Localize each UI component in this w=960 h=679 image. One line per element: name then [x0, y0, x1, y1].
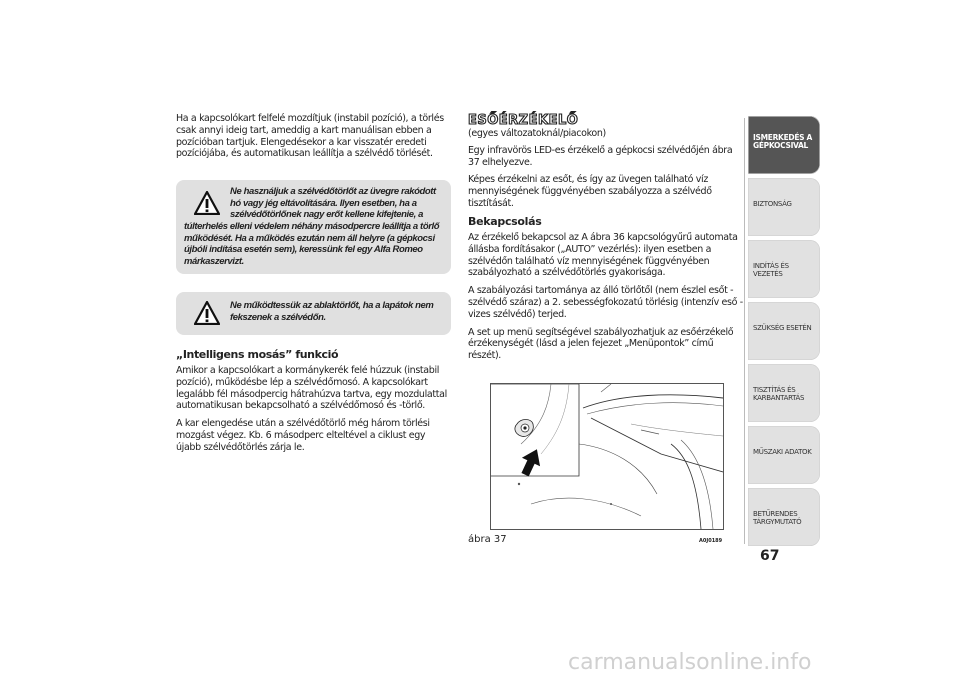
watermark: carmanualsonline.info	[568, 650, 812, 675]
tab-label: ISMERKEDÉS A GÉPKOCSIVAL	[753, 133, 813, 150]
right-column-body	[468, 232, 744, 368]
tab-beturendes[interactable]	[748, 488, 820, 546]
divider	[744, 118, 745, 544]
warning-box	[176, 292, 451, 335]
tab-muszaki[interactable]	[748, 426, 820, 484]
tab-label: BIZTONSÁG	[753, 200, 792, 208]
warning-box	[176, 180, 451, 274]
section-heading: ESŐÉRZÉKELŐ	[468, 113, 579, 128]
section-subheading: „Intelligens mosás” funkció	[176, 348, 339, 361]
left-column-intro	[176, 113, 451, 166]
paragraph: (egyes változatoknál/piacokon)	[468, 128, 606, 139]
figure-caption: ábra 37	[468, 534, 507, 545]
paragraph: Egy infravörös LED-es érzékelő a gépkocsi szélvédőjén ábra 37 elhelyezve.	[468, 144, 733, 168]
tab-ismerkedes[interactable]	[748, 116, 820, 174]
tab-label: TISZTÍTÁS ÉS KARBANTARTÁS	[753, 386, 805, 402]
warning-text: Ne használjuk a szélvédőtörlőt az üvegre rakódott hó vagy jég eltávolítására. Ilyen esetben, ha a szélvédőtörlőnek nagy erőt kellene kifejtenie, a	[230, 186, 436, 221]
tab-inditas[interactable]	[748, 240, 820, 298]
tab-label: BETŰRENDES TÁRGYMUTATÓ	[753, 510, 802, 526]
right-column-intro	[468, 128, 744, 216]
windshield-illustration	[491, 384, 723, 529]
tab-biztonsag[interactable]	[748, 178, 820, 236]
paragraph: A kar elengedése után a szélvédőtörlő még három törlési mozgást végez. Kb. 6 másodperc elteltével a ciklust egy újabb szélvédőtörlés zárja le.	[176, 418, 430, 453]
warning-icon	[194, 191, 220, 215]
tab-label: INDÍTÁS ÉS VEZETÉS	[753, 262, 789, 278]
tab-tisztitas[interactable]	[748, 364, 820, 422]
paragraph: A szabályozási tartománya az álló törlőtől (nem észlel esőt - szélvédő száraz) a 2. sebességfokozatú törlésig (intenzív eső - vizes szélvédő) terjed.	[468, 285, 743, 320]
paragraph: Ha a kapcsolókart felfelé mozdítjuk (instabil pozíció), a törlés csak annyi ideig tart, ameddig a kart manuálisan ebben a pozícióban tartjuk. Elengedésekor a kar visszatér eredeti pozíciójába, és automatikusan leállítja a szélvédő törlését.	[176, 113, 444, 160]
paragraph: A set up menü segítségével szabályozhatjuk az esőérzékelő érzékenységét (lásd a jelen fejezet „Menüpontok” című részét).	[468, 326, 734, 362]
tab-label: MŰSZAKI ADATOK	[753, 448, 812, 456]
warning-icon	[194, 301, 220, 325]
figure-code: A0J0189	[699, 538, 723, 544]
tab-label: SZÜKSÉG ESETÉN	[753, 324, 812, 332]
paragraph: Amikor a kapcsolókart a kormánykerék felé húzzuk (instabil pozíció), működésbe lép a szélvédőmosó. A kapcsolókart legalább fél másodpercig hátrahúzva tartva, egy mozdulattal automatikusan bekapcsolható a szélvédőmosó és -törlő.	[176, 365, 447, 412]
paragraph: Képes érzékelni az esőt, és így az üvegen található víz mennyiségének függvényében szabályozza a szélvédő tisztítását.	[468, 174, 712, 209]
rain-sensor-figure	[490, 383, 724, 530]
warning-text: túlterhelés elleni védelem néhány másodpercre leállítja a törlő működését. Ha a működés ezután nem áll helyre (a gépkocsi újbóli indítása esetén sem), keressünk fel egy Alfa Romeo márkaszervizt.	[184, 221, 440, 267]
left-column-body	[176, 365, 451, 460]
page-number: 67	[760, 548, 780, 564]
warning-text: Ne működtessük az ablaktörlőt, ha a lapátok nem fekszenek a szélvédőn.	[230, 300, 434, 323]
section-subheading: Bekapcsolás	[468, 215, 542, 228]
paragraph: Az érzékelő bekapcsol az A ábra 36 kapcsológyűrű automata állásba fordításakor („AUTO” vezérlés): ilyen esetben a szélvédőn található víz mennyiségének függvényében szabályozható a szélvédőtörlés gyakorisága.	[468, 232, 738, 279]
tab-szukseg[interactable]	[748, 302, 820, 360]
